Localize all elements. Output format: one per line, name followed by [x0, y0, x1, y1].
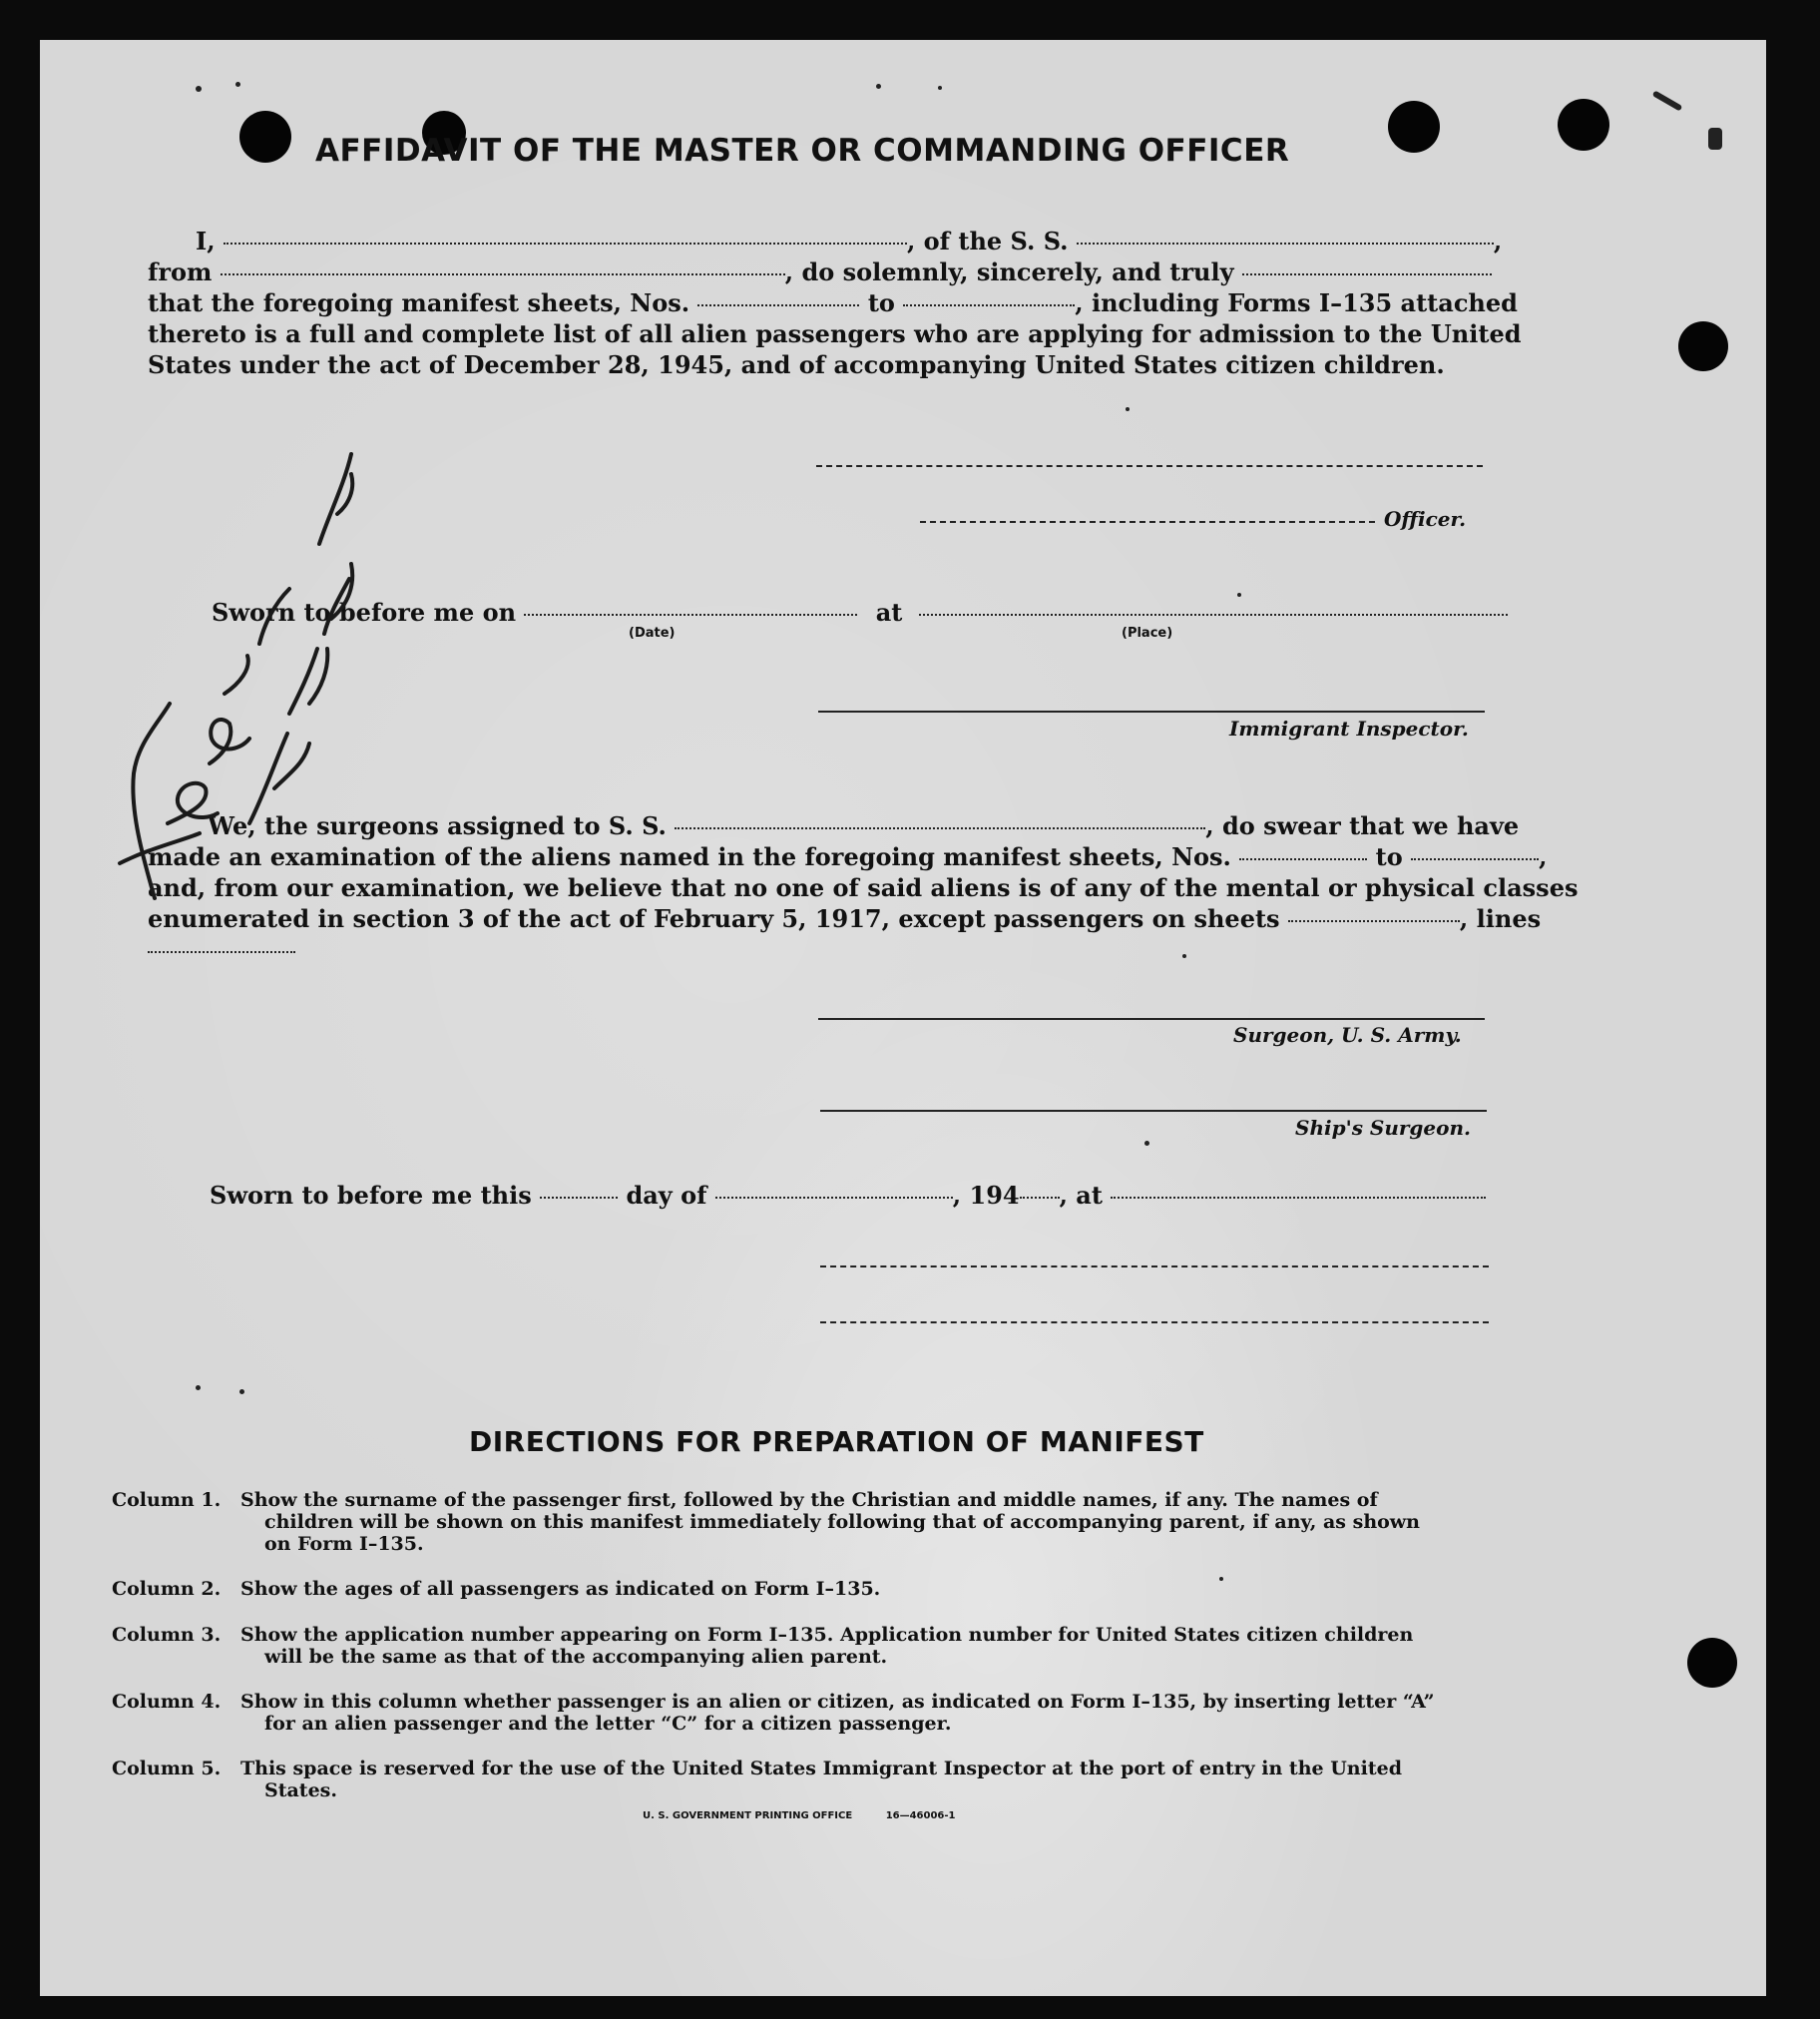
- affidavit-title: AFFIDAVIT OF THE MASTER OR COMMANDING OFFICER: [315, 133, 1290, 169]
- direction-text: will be the same as that of the accompanying alien parent.: [264, 1646, 888, 1668]
- army-surgeon-label: Surgeon, U. S. Army.: [1233, 1023, 1462, 1047]
- sheet-to-field[interactable]: [903, 304, 1075, 306]
- direction-text: for an alien passenger and the letter “C” for a citizen passenger.: [264, 1713, 952, 1735]
- handwritten-annotation: [60, 394, 359, 913]
- direction-text: Show the application number appearing on Form I–135. Application number for United States citizen children: [240, 1624, 1414, 1646]
- punch-hole: [1687, 1638, 1737, 1688]
- text: , 194: [952, 1181, 1020, 1210]
- speck: [1182, 954, 1186, 958]
- except-sheets-field[interactable]: [1288, 920, 1460, 922]
- text: We, the surgeons assigned to S. S.: [208, 811, 667, 840]
- speck: [239, 1389, 244, 1394]
- direction-label: Column 3.: [112, 1624, 222, 1646]
- direction-label: Column 1.: [112, 1489, 222, 1511]
- port-from-field[interactable]: [221, 273, 785, 275]
- text: made an examination of the aliens named in the foregoing manifest sheets, Nos.: [148, 842, 1231, 871]
- form-code: 16—46006-1: [885, 1810, 956, 1821]
- speck: [1144, 1141, 1149, 1146]
- text: enumerated in section 3 of the act of February 5, 1917, except passengers on sheets: [148, 904, 1280, 933]
- punch-hole: [1678, 321, 1728, 371]
- text: to: [867, 288, 895, 317]
- text: thereto is a full and complete list of all alien passengers who are applying for admission to the United: [148, 319, 1522, 348]
- speck: [938, 86, 942, 90]
- punch-hole: [239, 111, 291, 163]
- direction-text: on Form I–135.: [264, 1533, 424, 1555]
- direction-label: Column 2.: [112, 1578, 222, 1600]
- except-lines-field[interactable]: [148, 951, 295, 953]
- directions-title: DIRECTIONS FOR PREPARATION OF MANIFEST: [469, 1425, 1204, 1458]
- direction-text: Show in this column whether passenger is an alien or citizen, as indicated on Form I–135, by inserting letter “A”: [240, 1691, 1435, 1713]
- direction-label: Column 5.: [112, 1758, 222, 1779]
- sworn-place-field[interactable]: [919, 614, 1508, 616]
- speck: [1237, 593, 1241, 597]
- speck: [876, 84, 881, 89]
- officer-label: Officer.: [1384, 507, 1467, 531]
- sworn-this-day-line: [210, 1180, 1486, 1211]
- army-surgeon-signature-line[interactable]: [818, 1018, 1485, 1020]
- sheet-from-field[interactable]: [697, 304, 859, 306]
- text: Sworn to before me on: [212, 598, 517, 627]
- sworn-month-field[interactable]: [715, 1197, 953, 1199]
- surgeon-sheet-to-field[interactable]: [1411, 858, 1539, 860]
- master-signature-line[interactable]: [816, 465, 1483, 467]
- punch-hole: [1558, 99, 1609, 151]
- direction-text: This space is reserved for the use of the United States Immigrant Inspector at the port of entry in the United: [240, 1758, 1402, 1779]
- text: ,: [1493, 227, 1503, 255]
- speck: [196, 86, 202, 92]
- direction-label: Column 4.: [112, 1691, 222, 1713]
- text: that the foregoing manifest sheets, Nos.: [148, 288, 690, 317]
- text: , of the S. S.: [906, 227, 1069, 255]
- inspector-label: Immigrant Inspector.: [1229, 717, 1469, 741]
- text: , lines: [1459, 904, 1542, 933]
- direction-text: Show the ages of all passengers as indicated on Form I–135.: [240, 1578, 881, 1600]
- text: to: [1375, 842, 1403, 871]
- text: Sworn to before me this: [210, 1181, 532, 1210]
- text: from: [148, 257, 213, 286]
- direction-text: States.: [264, 1779, 337, 1801]
- text: , including Forms I–135 attached: [1075, 288, 1518, 317]
- speck: [1219, 1577, 1223, 1581]
- text: , do solemnly, sincerely, and truly: [784, 257, 1234, 286]
- text: and, from our examination, we believe that no one of said aliens is of any of the mental or physical classes: [148, 873, 1579, 902]
- affidavit-paragraph: [148, 226, 1522, 380]
- sworn2-place-field[interactable]: [1111, 1197, 1486, 1199]
- text: States under the act of December 28, 1945, and of accompanying United States citizen children.: [148, 350, 1445, 379]
- surgeon-sheet-from-field[interactable]: [1239, 858, 1367, 860]
- oath-field[interactable]: [1242, 273, 1492, 275]
- sworn-date-field[interactable]: [524, 614, 857, 616]
- printer-name: U. S. GOVERNMENT PRINTING OFFICE: [643, 1810, 853, 1821]
- direction-text: Show the surname of the passenger first, followed by the Christian and middle names, if any. The names of: [240, 1489, 1378, 1511]
- sworn2-signature-line[interactable]: [820, 1265, 1489, 1267]
- surgeon-ship-field[interactable]: [675, 827, 1205, 829]
- speck: [235, 82, 240, 87]
- text: , do swear that we have: [1205, 811, 1520, 840]
- place-caption: (Place): [1122, 626, 1173, 641]
- direction-text: children will be shown on this manifest immediately following that of accompanying parent, if any, as shown: [264, 1511, 1420, 1533]
- officer-signature-line[interactable]: [920, 521, 1375, 523]
- text: day of: [626, 1181, 707, 1210]
- text: ,: [1539, 842, 1548, 871]
- ships-surgeon-label: Ship's Surgeon.: [1295, 1116, 1471, 1140]
- ships-surgeon-signature-line[interactable]: [820, 1110, 1487, 1112]
- speck: [1126, 407, 1130, 411]
- inspector-signature-line[interactable]: [818, 711, 1485, 713]
- master-name-field[interactable]: [224, 243, 907, 245]
- ink-mark: [1708, 128, 1722, 150]
- ship-name-field[interactable]: [1077, 243, 1494, 245]
- text: , at: [1059, 1181, 1103, 1210]
- printer-imprint: [643, 1810, 956, 1821]
- sworn-before-line: [212, 597, 1508, 628]
- sworn2-title-line[interactable]: [820, 1321, 1489, 1323]
- punch-hole: [1388, 101, 1440, 153]
- speck: [196, 1385, 201, 1390]
- date-caption: (Date): [629, 626, 676, 641]
- text: I,: [196, 227, 216, 255]
- sworn-day-field[interactable]: [540, 1197, 618, 1199]
- text: at: [875, 598, 903, 627]
- sworn-year-field[interactable]: [1020, 1197, 1060, 1199]
